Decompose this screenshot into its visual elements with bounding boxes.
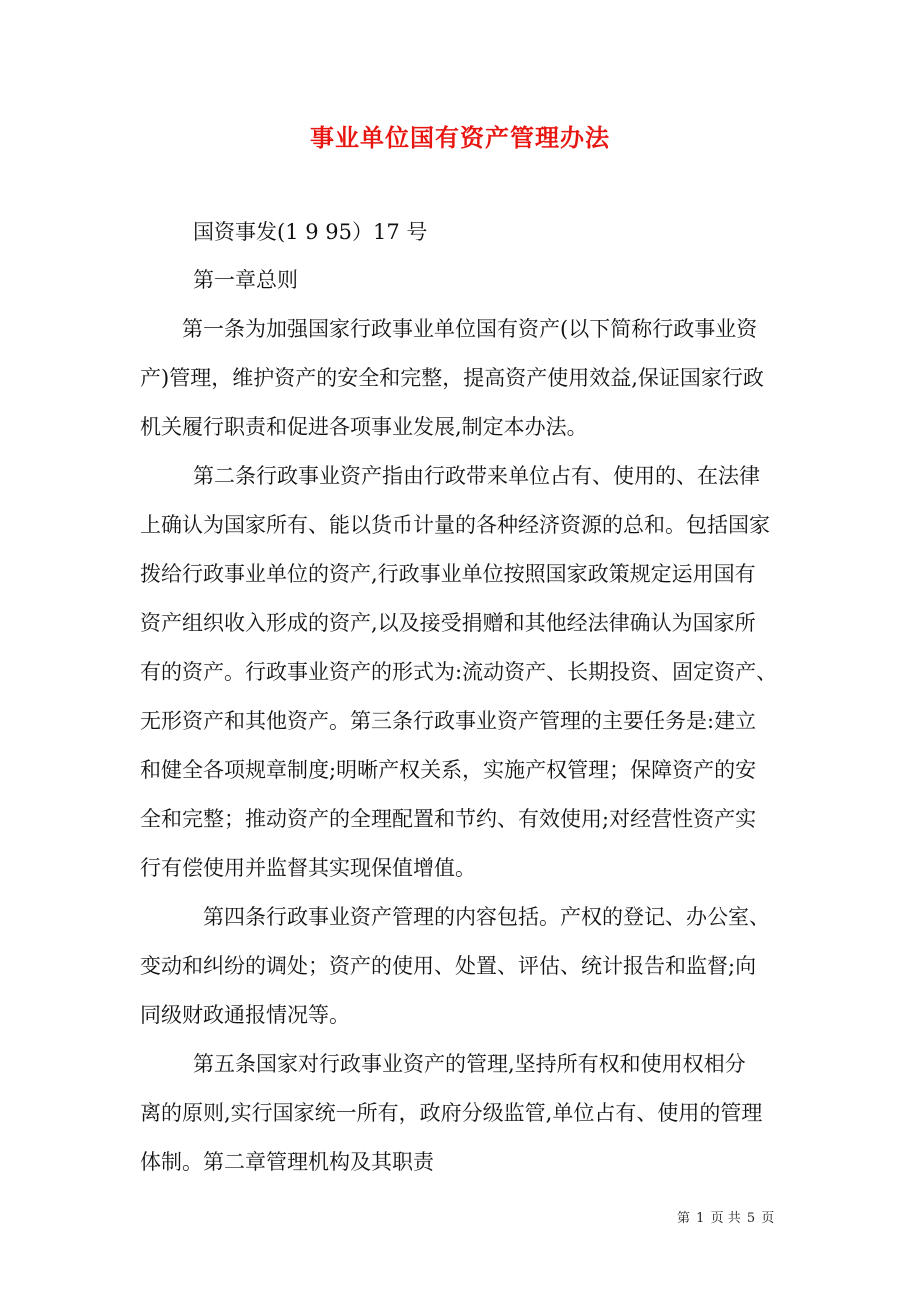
total-pages-number: 5 (746, 1211, 756, 1226)
paragraph-line: 第一条为加强国家行政事业单位国有资产(以下简称行政事业资 (182, 317, 758, 341)
paragraph-line: 有的资产。行政事业资产的形式为:流动资产、长期投资、固定资产、 (140, 660, 778, 684)
paragraph-line: 第五条国家对行政事业资产的管理,坚持所有权和使用权相分 (193, 1052, 746, 1076)
paragraph-line: 产)管理，维护资产的安全和完整，提高资产使用效益,保证国家行政 (140, 366, 764, 390)
paragraph-line: 拨给行政事业单位的资产,行政事业单位按照国家政策规定运用国有 (140, 562, 756, 586)
document-title: 事业单位国有资产管理办法 (310, 123, 610, 152)
paragraph-line: 离的原则,实行国家统一所有，政府分级监管,单位占有、使用的管理 (140, 1101, 763, 1125)
paragraph-line: 上确认为国家所有、能以货币计量的各种经济资源的总和。包括国家 (140, 513, 770, 537)
paragraph-line: 体制。第二章管理机构及其职责 (140, 1150, 434, 1174)
page-indicator-prefix: 第 (677, 1211, 691, 1226)
page-indicator (677, 1207, 776, 1226)
paragraph-line: 第四条行政事业资产管理的内容包括。产权的登记、办公室、 (203, 905, 770, 929)
paragraph-line: 全和完整；推动资产的全理配置和节约、有效使用;对经营性资产实 (140, 807, 757, 831)
page-indicator-suffix: 页 (761, 1211, 775, 1226)
page-indicator-middle: 页 共 (710, 1211, 741, 1226)
paragraph-line: 变动和纠纷的调处；资产的使用、处置、评估、统计报告和监督;向 (140, 954, 757, 978)
paragraph-line: 无形资产和其他资产。第三条行政事业资产管理的主要任务是:建立 (140, 709, 757, 733)
paragraph-line: 资产组织收入形成的资产,以及接受捐赠和其他经法律确认为国家所 (140, 611, 756, 635)
current-page-number: 1 (696, 1211, 705, 1226)
document-number: 国资事发(1 9 95）17 号 (193, 220, 428, 244)
paragraph-line: 第二条行政事业资产指由行政带来单位占有、使用的、在法律 (193, 464, 760, 488)
paragraph-line: 行有偿使用并监督其实现保值增值。 (140, 856, 476, 880)
chapter-heading: 第一章总则 (193, 268, 298, 292)
paragraph-line: 同级财政通报情况等。 (140, 1003, 350, 1027)
paragraph-line: 机关履行职责和促进各项事业发展,制定本办法。 (140, 415, 588, 439)
paragraph-line: 和健全各项规章制度;明晰产权关系，实施产权管理；保障资产的安 (140, 758, 757, 782)
